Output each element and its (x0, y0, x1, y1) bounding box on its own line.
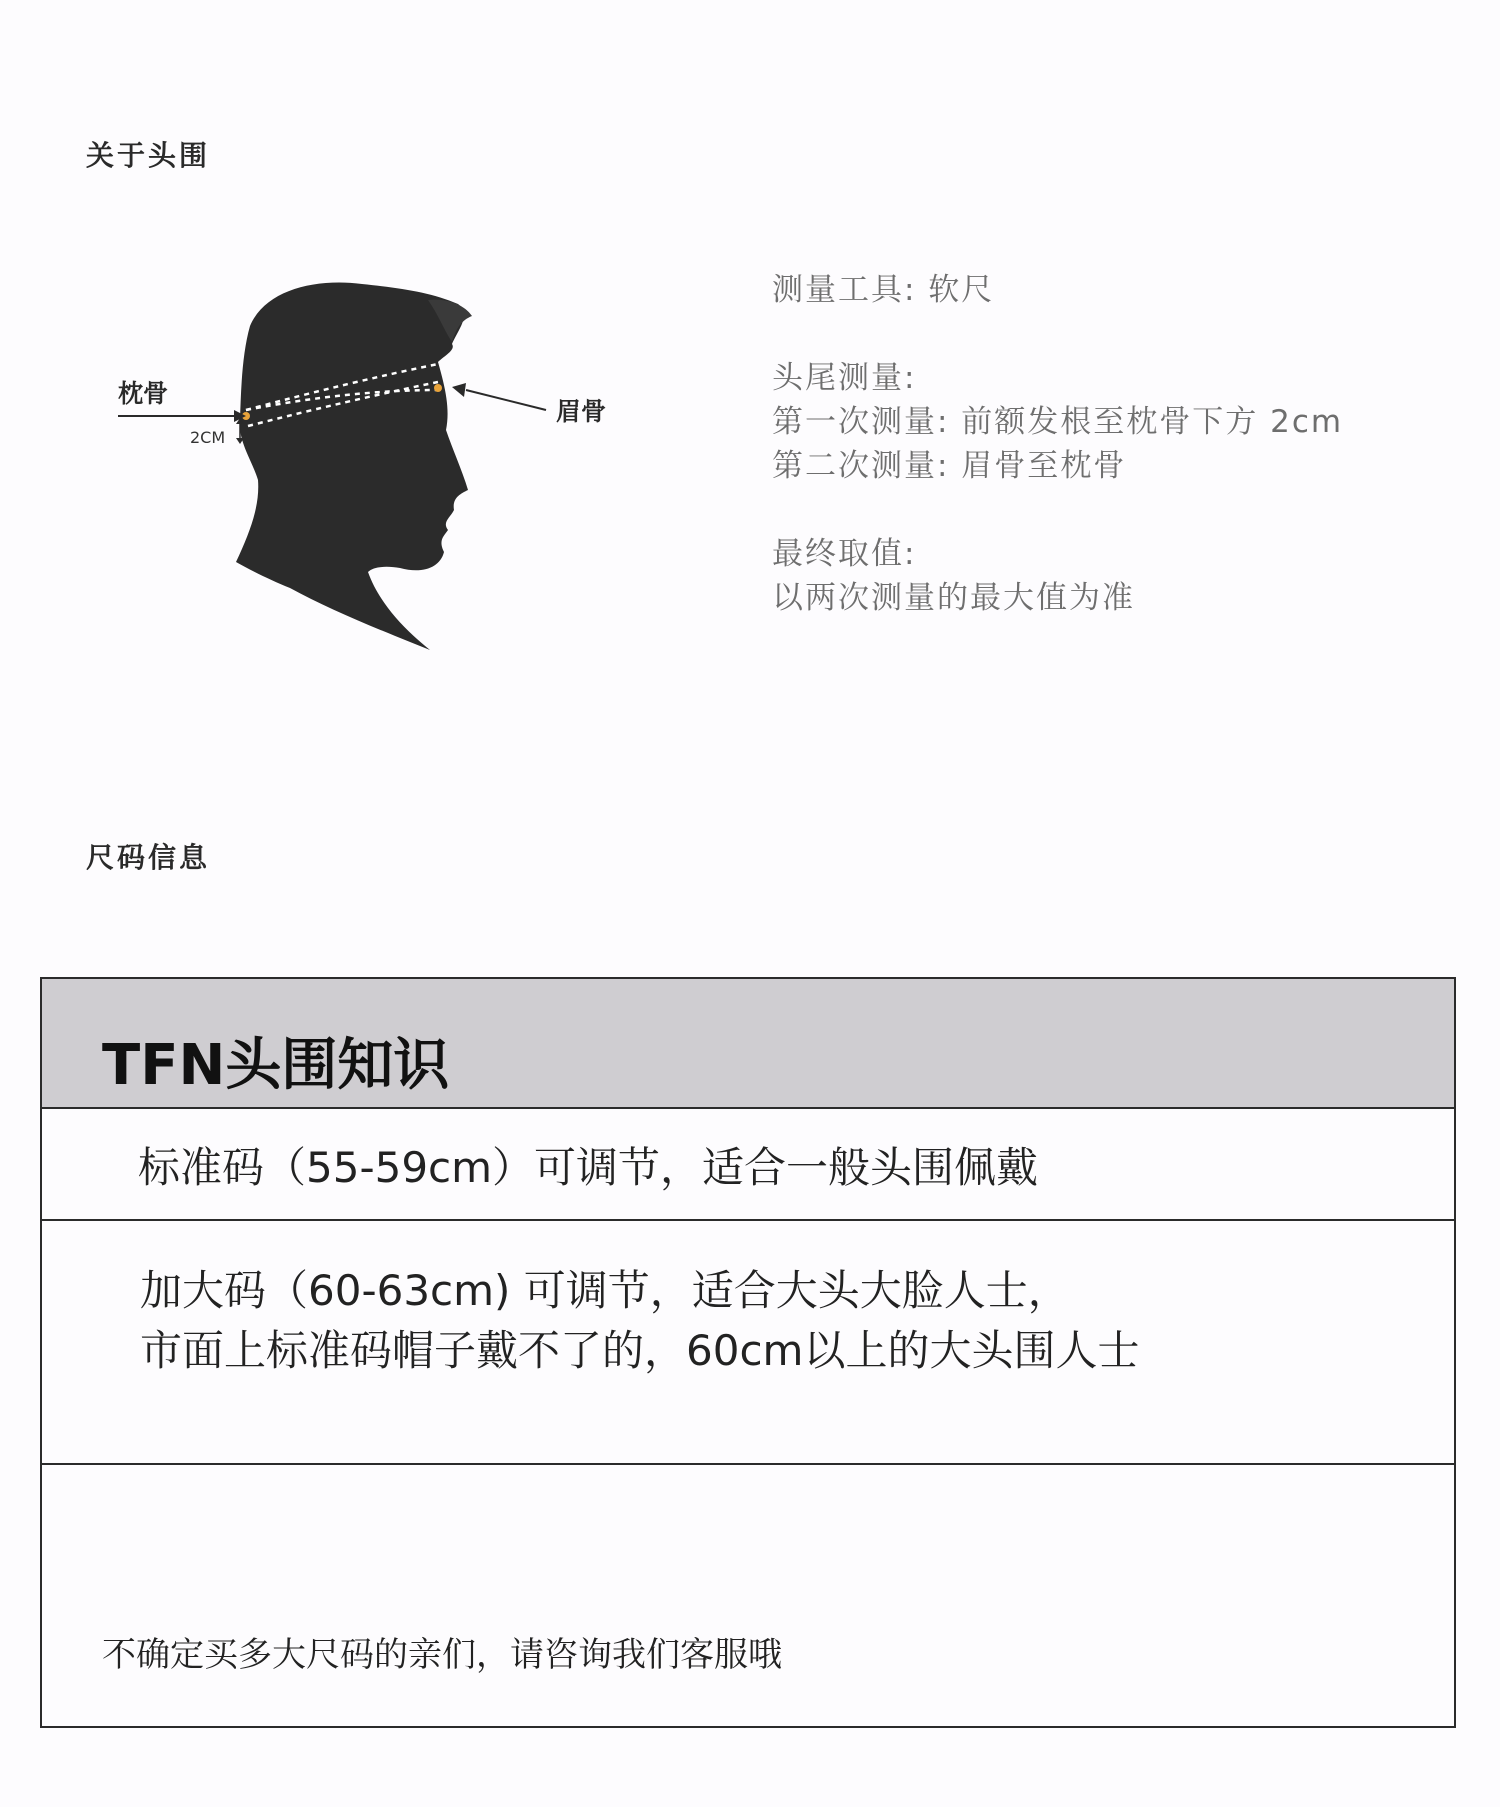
section-title-head-circumference: 关于头围 (86, 139, 211, 172)
measure-final-title: 最终取值: (772, 536, 917, 572)
brow-arrow (466, 390, 546, 410)
measure-second: 第二次测量: 眉骨至枕骨 (772, 448, 1127, 484)
offset-label: 2CM (190, 428, 226, 447)
size-note-text: 不确定买多大尺码的亲们，请咨询我们客服哦 (102, 1635, 782, 1675)
size-standard-text: 标准码（55-59cm）可调节，适合一般头围佩戴 (138, 1143, 1039, 1192)
brow-label: 眉骨 (556, 397, 607, 426)
size-large-line-2: 市面上标准码帽子戴不了的，60cm以上的大头围人士 (140, 1326, 1140, 1375)
head-silhouette (236, 283, 468, 650)
size-table-title: TFN头围知识 (102, 1033, 450, 1098)
brow-arrowhead (452, 383, 466, 397)
measure-tool: 测量工具: 软尺 (772, 272, 995, 308)
measurement-instructions (772, 268, 1432, 620)
size-large-line-1: 加大码（60-63cm) 可调节，适合大头大脸人士， (140, 1266, 1070, 1315)
size-table-header (42, 979, 1454, 1109)
brow-marker (434, 384, 442, 392)
occipital-label: 枕骨 (118, 379, 169, 408)
measure-final: 以两次测量的最大值为准 (772, 580, 1135, 616)
size-large-text (140, 1261, 1139, 1381)
size-row-large (42, 1221, 1454, 1465)
size-row-standard (42, 1109, 1454, 1221)
measure-method-title: 头尾测量: (772, 360, 917, 396)
size-row-note (42, 1465, 1454, 1726)
measure-first: 第一次测量: 前额发根至枕骨下方 2cm (772, 404, 1344, 440)
section-title-size-info: 尺码信息 (86, 841, 211, 874)
head-silhouette-figure (100, 270, 660, 650)
size-table (40, 977, 1456, 1728)
